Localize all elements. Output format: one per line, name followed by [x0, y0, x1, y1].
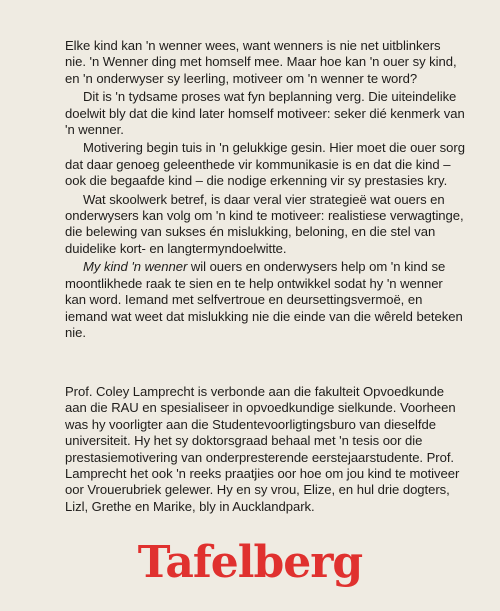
blurb-paragraph-4: Wat skoolwerk betref, is daar veral vier strategieë wat ouers en onderwysers kan volg om 'n kind te motiveer: realistiese verwagtinge, die belewing van sukses én mislukking, beloning, en die stel van duidelike kort- en langtermyndoelwitte. [65, 191, 464, 256]
blurb-paragraph-2: Dit is 'n tydsame proses wat fyn beplanning verg. Die uiteindelike doelwit bly dat die kind later homself motiveer: seker dié kenmerk van 'n wenner. [65, 89, 465, 138]
author-bio [65, 384, 465, 515]
blurb-paragraph-1: Elke kind kan 'n wenner wees, want wenners is nie net uitblinkers nie. 'n Wenner ding met homself mee. Maar hoe kan 'n ouer sy kind, en 'n onderwyser sy leerling, motiveer om 'n wenner te word? [65, 38, 457, 86]
book-title-italic: My kind 'n wenner [83, 259, 188, 275]
publisher-logo: Tafelberg [137, 537, 363, 588]
blurb-paragraph-5 [65, 259, 465, 341]
blurb-paragraph-5-rest: wil ouers en onderwysers help om 'n kind se moontlikhede raak te sien en te help ontwikkel sodat hy 'n wenner kan word. Iemand met selfvertroue en deursettingsvermoë, en iemand wat weet dat mislukking nie die einde van die wêreld beteken nie. [65, 259, 463, 340]
blurb-text [65, 38, 465, 343]
blurb-paragraph-3: Motivering begin tuis in 'n gelukkige gesin. Hier moet die ouer sorg dat daar genoeg geleenthede vir kommunikasie is en dat die kind – ook die begaafde kind – die nodige erkenning vir sy prestasies kry. [65, 140, 465, 189]
author-bio-text: Prof. Coley Lamprecht is verbonde aan die fakulteit Opvoedkunde aan die RAU en spesialiseer in opvoedkundige sielkunde. Voorheen was hy voorligter aan die Studentevoorligtingsburo van dieselfde universiteit. Hy het sy doktorsgraad behaal met 'n tesis oor die prestasiemotivering van onderpresterende eerstejaarstudente. Prof. Lamprecht het ook 'n reeks praatjies oor hoe om jou kind te motiveer oor Vrouerubriek gelewer. Hy en sy vrou, Elize, en hul drie dogters, Lizl, Grethe en Marike, bly in Aucklandpark. [65, 384, 460, 514]
